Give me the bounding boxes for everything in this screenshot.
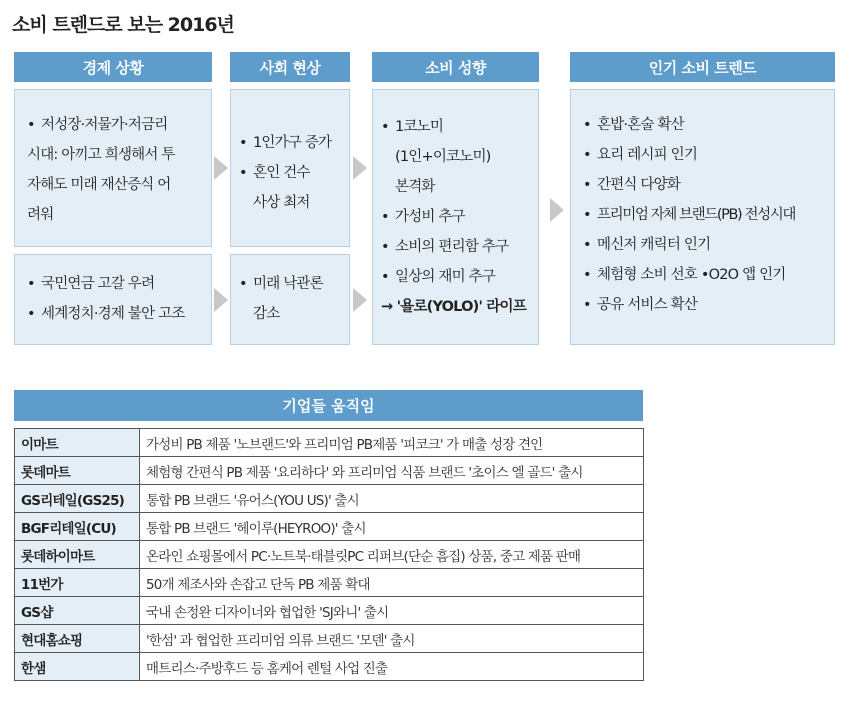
table-row	[15, 485, 644, 513]
society-item: 사상 최저	[253, 195, 310, 211]
trends-box	[570, 89, 835, 345]
society-item: • 1인가구 증가	[239, 128, 345, 158]
company-name: GS리테일(GS25)	[15, 485, 140, 513]
page-title: 소비 트렌드로 보는 2016년	[12, 14, 234, 36]
company-name: 이마트	[15, 429, 140, 457]
economy-box-1	[14, 89, 212, 247]
consumption-box	[372, 89, 539, 345]
consumption-item: → '욜로(YOLO)' 라이프	[381, 299, 526, 315]
trend-item: • 혼밥·혼술 확산	[583, 110, 830, 140]
trend-item: • 메신저 캐릭터 인기	[583, 230, 830, 260]
economy-item: • 저성장·저물가·저금리	[27, 110, 205, 140]
trend-item: • 요리 레시피 인기	[583, 140, 830, 170]
arrow-icon	[214, 288, 228, 312]
company-move: '한섬' 과 협업한 프리미엄 의류 브랜드 '모덴' 출시	[140, 625, 644, 653]
trend-item: • 체험형 소비 선호 •O2O 앱 인기	[583, 260, 830, 290]
company-name: 롯데하이마트	[15, 541, 140, 569]
header-consumption: 소비 성향	[372, 52, 539, 82]
table-row	[15, 541, 644, 569]
table-row	[15, 457, 644, 485]
economy-item: 시대: 아끼고 희생해서 투	[27, 147, 175, 163]
company-move: 50개 제조사와 손잡고 단독 PB 제품 확대	[140, 569, 644, 597]
table-row	[15, 513, 644, 541]
consumption-item: • 가성비 추구	[381, 202, 534, 232]
company-name: BGF리테일(CU)	[15, 513, 140, 541]
economy-box-2	[14, 254, 212, 345]
company-move: 국내 손정완 디자이너와 협업한 'SJ와니' 출시	[140, 597, 644, 625]
trend-item: • 공유 서비스 확산	[583, 290, 830, 320]
arrow-icon	[353, 288, 367, 312]
society-item: • 혼인 건수	[239, 158, 345, 188]
consumption-item: 본격화	[395, 179, 435, 195]
header-trends: 인기 소비 트렌드	[570, 52, 835, 82]
company-name: 한샘	[15, 653, 140, 681]
society-box-1	[230, 89, 350, 247]
company-name: GS샵	[15, 597, 140, 625]
company-move: 통합 PB 브랜드 '헤이루(HEYROO)' 출시	[140, 513, 644, 541]
consumption-item: • 일상의 재미 추구	[381, 262, 534, 292]
arrow-icon	[214, 156, 228, 180]
corporate-header: 기업들 움직임	[14, 390, 643, 421]
company-name: 11번가	[15, 569, 140, 597]
economy-item: 자해도 미래 재산증식 어	[27, 177, 171, 193]
consumption-item: • 1코노미	[381, 112, 534, 142]
society-item: 감소	[253, 306, 280, 322]
company-move: 통합 PB 브랜드 '유어스(YOU US)' 출시	[140, 485, 644, 513]
company-move: 온라인 쇼핑몰에서 PC·노트북·태블릿PC 리퍼브(단순 흠집) 상품, 중고 제품 판매	[140, 541, 644, 569]
consumption-item: (1인+이코노미)	[395, 149, 491, 165]
trend-item: • 프리미엄 자체 브랜드(PB) 전성시대	[583, 200, 830, 230]
table-row	[15, 597, 644, 625]
economy-item: • 국민연금 고갈 우려	[27, 269, 205, 299]
table-row	[15, 569, 644, 597]
table-row	[15, 429, 644, 457]
company-move: 체험형 간편식 PB 제품 '요리하다' 와 프리미엄 식품 브랜드 '초이스 엘 골드' 출시	[140, 457, 644, 485]
consumption-item: • 소비의 편리함 추구	[381, 232, 534, 262]
economy-item: 려워	[27, 207, 54, 223]
header-economy: 경제 상황	[14, 52, 212, 82]
arrow-icon	[550, 198, 564, 222]
company-move: 가성비 PB 제품 '노브랜드'와 프리미엄 PB제품 '피코크' 가 매출 성장 견인	[140, 429, 644, 457]
economy-item: • 세계정치·경제 불안 고조	[27, 299, 205, 329]
arrow-icon	[353, 156, 367, 180]
trend-item: • 간편식 다양화	[583, 170, 830, 200]
table-row	[15, 625, 644, 653]
society-box-2	[230, 254, 350, 345]
header-society: 사회 현상	[230, 52, 350, 82]
company-name: 롯데마트	[15, 457, 140, 485]
table-row	[15, 653, 644, 681]
corporate-table	[14, 428, 644, 681]
company-name: 현대홈쇼핑	[15, 625, 140, 653]
society-item: • 미래 낙관론	[239, 269, 345, 299]
company-move: 매트리스·주방후드 등 홈케어 렌털 사업 진출	[140, 653, 644, 681]
